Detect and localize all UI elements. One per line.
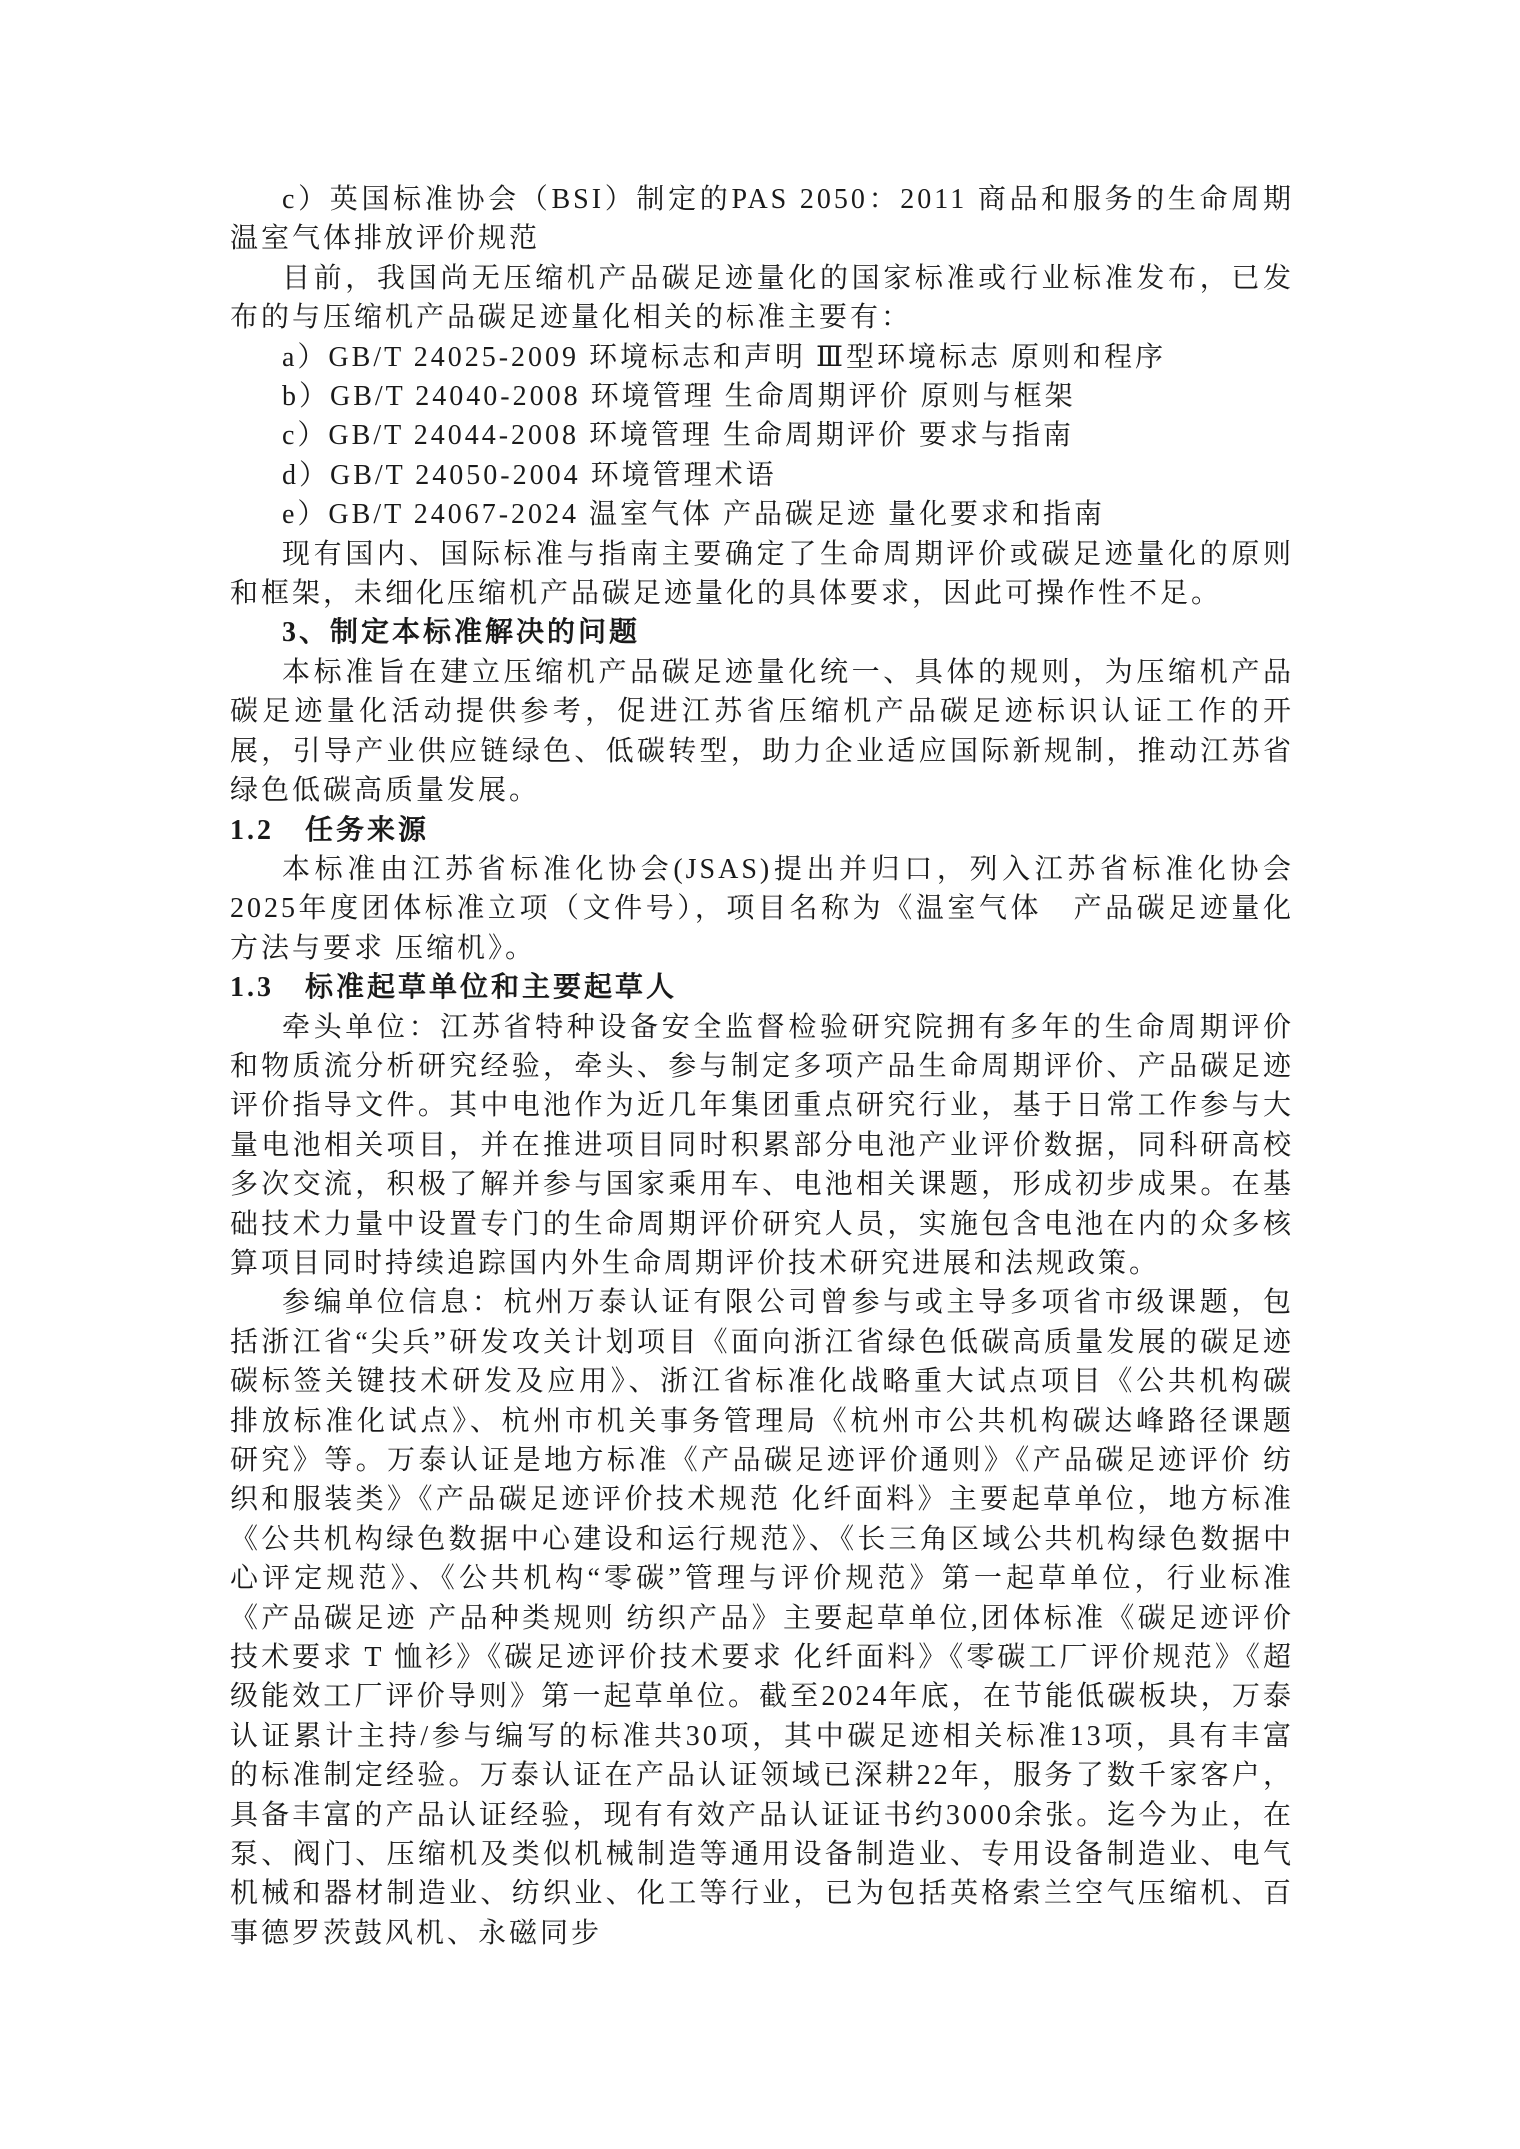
paragraph: 目前，我国尚无压缩机产品碳足迹量化的国家标准或行业标准发布，已发布的与压缩机产品碳足迹量化相关的标准主要有： [230, 262, 1294, 334]
paragraph: 现有国内、国际标准与指南主要确定了生命周期评价或碳足迹量化的原则和框架，未细化压缩机产品碳足迹量化的具体要求，因此可操作性不足。 [230, 538, 1294, 610]
paragraph: c）英国标准协会（BSI）制定的PAS 2050：2011 商品和服务的生命周期温室气体排放评价规范 [230, 184, 1294, 255]
list-item: a）GB/T 24025-2009 环境标志和声明 Ⅲ型环境标志 原则和程序 [282, 341, 1167, 373]
document-page [230, 180, 1294, 1953]
section-heading: 1.3 标准起草单位和主要起草人 [230, 972, 678, 1004]
paragraph: 牵头单位：江苏省特种设备安全监督检验研究院拥有多年的生命周期评价和物质流分析研究经验，牵头、参与制定多项产品生命周期评价、产品碳足迹评价指导文件。其中电池作为近几年集团重点研究行业，基于日常工作参与大量电池相关项目，并在推进项目同时积累部分电池产业评价数据，同科研高校多次交流，积极了解并参与国家乘用车、电池相关课题，形成初步成果。在基础技术力量中设置专门的生命周期评价研究人员，实施包含电池在内的众多核算项目同时持续追踪国内外生命周期评价技术研究进展和法规政策。 [230, 1011, 1294, 1279]
list-item: e）GB/T 24067-2024 温室气体 产品碳足迹 量化要求和指南 [282, 499, 1106, 531]
list-item: d）GB/T 24050-2004 环境管理术语 [282, 459, 777, 491]
paragraph: 参编单位信息：杭州万泰认证有限公司曾参与或主导多项省市级课题，包括浙江省“尖兵”研发攻关计划项目《面向浙江省绿色低碳高质量发展的碳足迹碳标签关键技术研发及应用》、浙江省标准化战略重大试点项目《公共机构碳排放标准化试点》、杭州市机关事务管理局《杭州市公共机构碳达峰路径课题研究》等。万泰认证是地方标准《产品碳足迹评价通则》《产品碳足迹评价 纺织和服装类》《产品碳足迹评价技术规范 化纤面料》主要起草单位，地方标准《公共机构绿色数据中心建设和运行规范》、《长三角区域公共机构绿色数据中心评定规范》、《公共机构“零碳”管理与评价规范》第一起草单位，行业标准《产品碳足迹 产品种类规则 纺织产品》主要起草单位,团体标准《碳足迹评价技术要求 T 恤衫》《碳足迹评价技术要求 化纤面料》《零碳工厂评价规范》《超级能效工厂评价导则》第一起草单位。截至2024年底，在节能低碳板块，万泰认证累计主持/参与编写的标准共30项，其中碳足迹相关标准13项，具有丰富的标准制定经验。万泰认证在产品认证领域已深耕22年，服务了数千家客户，具备丰富的产品认证经验，现有有效产品认证证书约3000余张。迄今为止，在泵、阀门、压缩机及类似机械制造等通用设备制造业、专用设备制造业、电气机械和器材制造业、纺织业、化工等行业，已为包括英格索兰空气压缩机、百事德罗茨鼓风机、永磁同步 [230, 1287, 1294, 1949]
list-item: c）GB/T 24044-2008 环境管理 生命周期评价 要求与指南 [282, 420, 1075, 452]
section-heading: 3、制定本标准解决的问题 [282, 617, 641, 649]
section-heading: 1.2 任务来源 [230, 814, 430, 846]
paragraph: 本标准旨在建立压缩机产品碳足迹量化统一、具体的规则，为压缩机产品碳足迹量化活动提供参考，促进江苏省压缩机产品碳足迹标识认证工作的开展，引导产业供应链绿色、低碳转型，助力企业适应国际新规制，推动江苏省绿色低碳高质量发展。 [230, 656, 1294, 807]
paragraph: 本标准由江苏省标准化协会(JSAS)提出并归口，列入江苏省标准化协会2025年度团体标准立项（文件号），项目名称为《温室气体 产品碳足迹量化方法与要求 压缩机》。 [230, 853, 1294, 964]
list-item: b）GB/T 24040-2008 环境管理 生命周期评价 原则与框架 [282, 381, 1076, 413]
